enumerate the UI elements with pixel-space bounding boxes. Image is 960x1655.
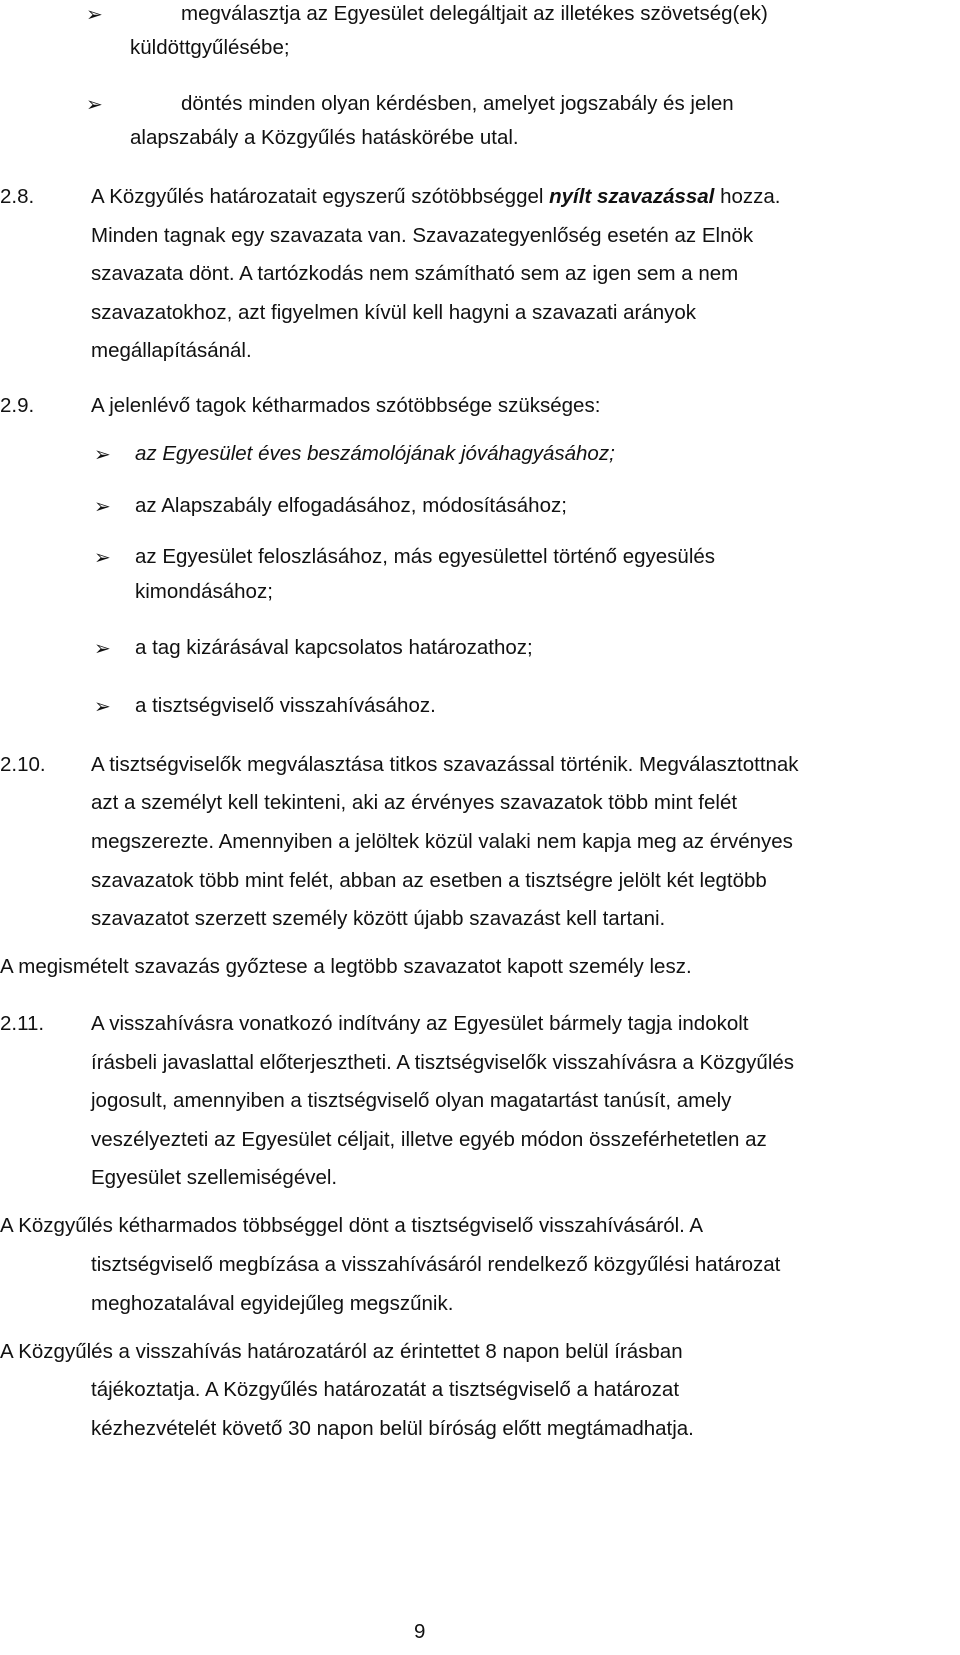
list-item [181,0,909,28]
section-text-line: megállapításánál. [91,339,252,362]
page-number: 9 [414,1620,426,1643]
section-text-line: Minden tagnak egy szavazata van. Szavazategyenlőség esetén az Elnök [91,224,754,247]
list-item-continuation: alapszabály a Közgyűlés hatáskörébe utal. [130,126,519,149]
section-text-line [91,183,780,211]
list-item: az Egyesület éves beszámolójának jóváhagyásához; [135,442,615,465]
list-item-continuation: küldöttgyűlésébe; [130,36,290,59]
list-item: a tisztségviselő visszahívásához. [135,694,436,717]
list-item-continuation: kimondásához; [135,580,273,603]
section-text-line: szavazatot szerzett személy között újabb szavazást kell tartani. [91,907,666,930]
paragraph-line: meghozatalával egyidejűleg megszűnik. [91,1292,454,1315]
section-text-line: veszélyezteti az Egyesület céljait, illetve egyéb módon összeférhetetlen az [91,1128,767,1151]
paragraph-line: A Közgyűlés kétharmados többséggel dönt a tisztségviselő visszahívásáról. A [0,1214,704,1237]
section-text-line: szavazatokhoz, azt figyelmen kívül kell hagyni a szavazati arányok [91,301,697,324]
list-item-text: megválasztja az Egyesület delegáltjait az illetékes szövetség(ek) [181,2,768,25]
section-text-line: azt a személyt kell tekinteni, aki az érvényes szavazatok több mint felét [91,791,738,814]
section-number: 2.8. [0,185,35,208]
arrow-bullet-icon: ➢ [94,494,111,518]
text-span: hozza. [720,185,781,208]
section-text-line: szavazatok több mint felét, abban az esetben a tisztségre jelölt két legtöbb [91,869,767,892]
section-number: 2.10. [0,753,46,776]
section-text-line: megszerezte. Amennyiben a jelöltek közül valaki nem kapja meg az érvényes [91,830,793,853]
list-item: az Alapszabály elfogadásához, módosításához; [135,494,567,517]
paragraph-line: kézhezvételét követő 30 napon belül bíróság előtt megtámadhatja. [91,1417,694,1440]
paragraph-line: A megismételt szavazás győztese a legtöbb szavazatot kapott személy lesz. [0,955,692,978]
arrow-bullet-icon: ➢ [94,636,111,660]
section-number: 2.11. [0,1012,45,1035]
list-item: az Egyesület feloszlásához, más egyesülettel történő egyesülés [135,545,716,568]
section-text-line: Egyesület szellemiségével. [91,1166,338,1189]
section-text-line: írásbeli javaslattal előterjesztheti. A tisztségviselők visszahívásra a Közgyűlés [91,1051,795,1074]
section-text-line: A tisztségviselők megválasztása titkos szavazással történik. Megválasztottnak [91,753,799,776]
list-item: döntés minden olyan kérdésben, amelyet jogszabály és jelen [181,92,734,115]
paragraph-line: tájékoztatja. A Közgyűlés határozatát a tisztségviselő a határozat [91,1378,680,1401]
paragraph-line: tisztségviselő megbízása a visszahívásáról rendelkező közgyűlési határozat [91,1253,781,1276]
arrow-bullet-icon: ➢ [94,545,111,569]
section-number: 2.9. [0,394,35,417]
arrow-bullet-icon: ➢ [86,92,103,116]
emphasis-text: nyílt szavazással [549,185,715,208]
text-span: A Közgyűlés határozatait egyszerű szótöbbséggel [91,185,544,208]
paragraph-line: A Közgyűlés a visszahívás határozatáról az érintettet 8 napon belül írásban [0,1340,683,1363]
arrow-bullet-icon: ➢ [94,694,111,718]
arrow-bullet-icon: ➢ [86,2,103,26]
section-text-line: A jelenlévő tagok kétharmados szótöbbsége szükséges: [91,394,601,417]
section-text-line: szavazata dönt. A tartózkodás nem számítható sem az igen sem a nem [91,262,739,285]
list-item: a tag kizárásával kapcsolatos határozathoz; [135,636,533,659]
arrow-bullet-icon: ➢ [94,442,111,466]
section-text-line: jogosult, amennyiben a tisztségviselő olyan magatartást tanúsít, amely [91,1089,732,1112]
section-text-line: A visszahívásra vonatkozó indítvány az Egyesület bármely tagja indokolt [91,1012,749,1035]
